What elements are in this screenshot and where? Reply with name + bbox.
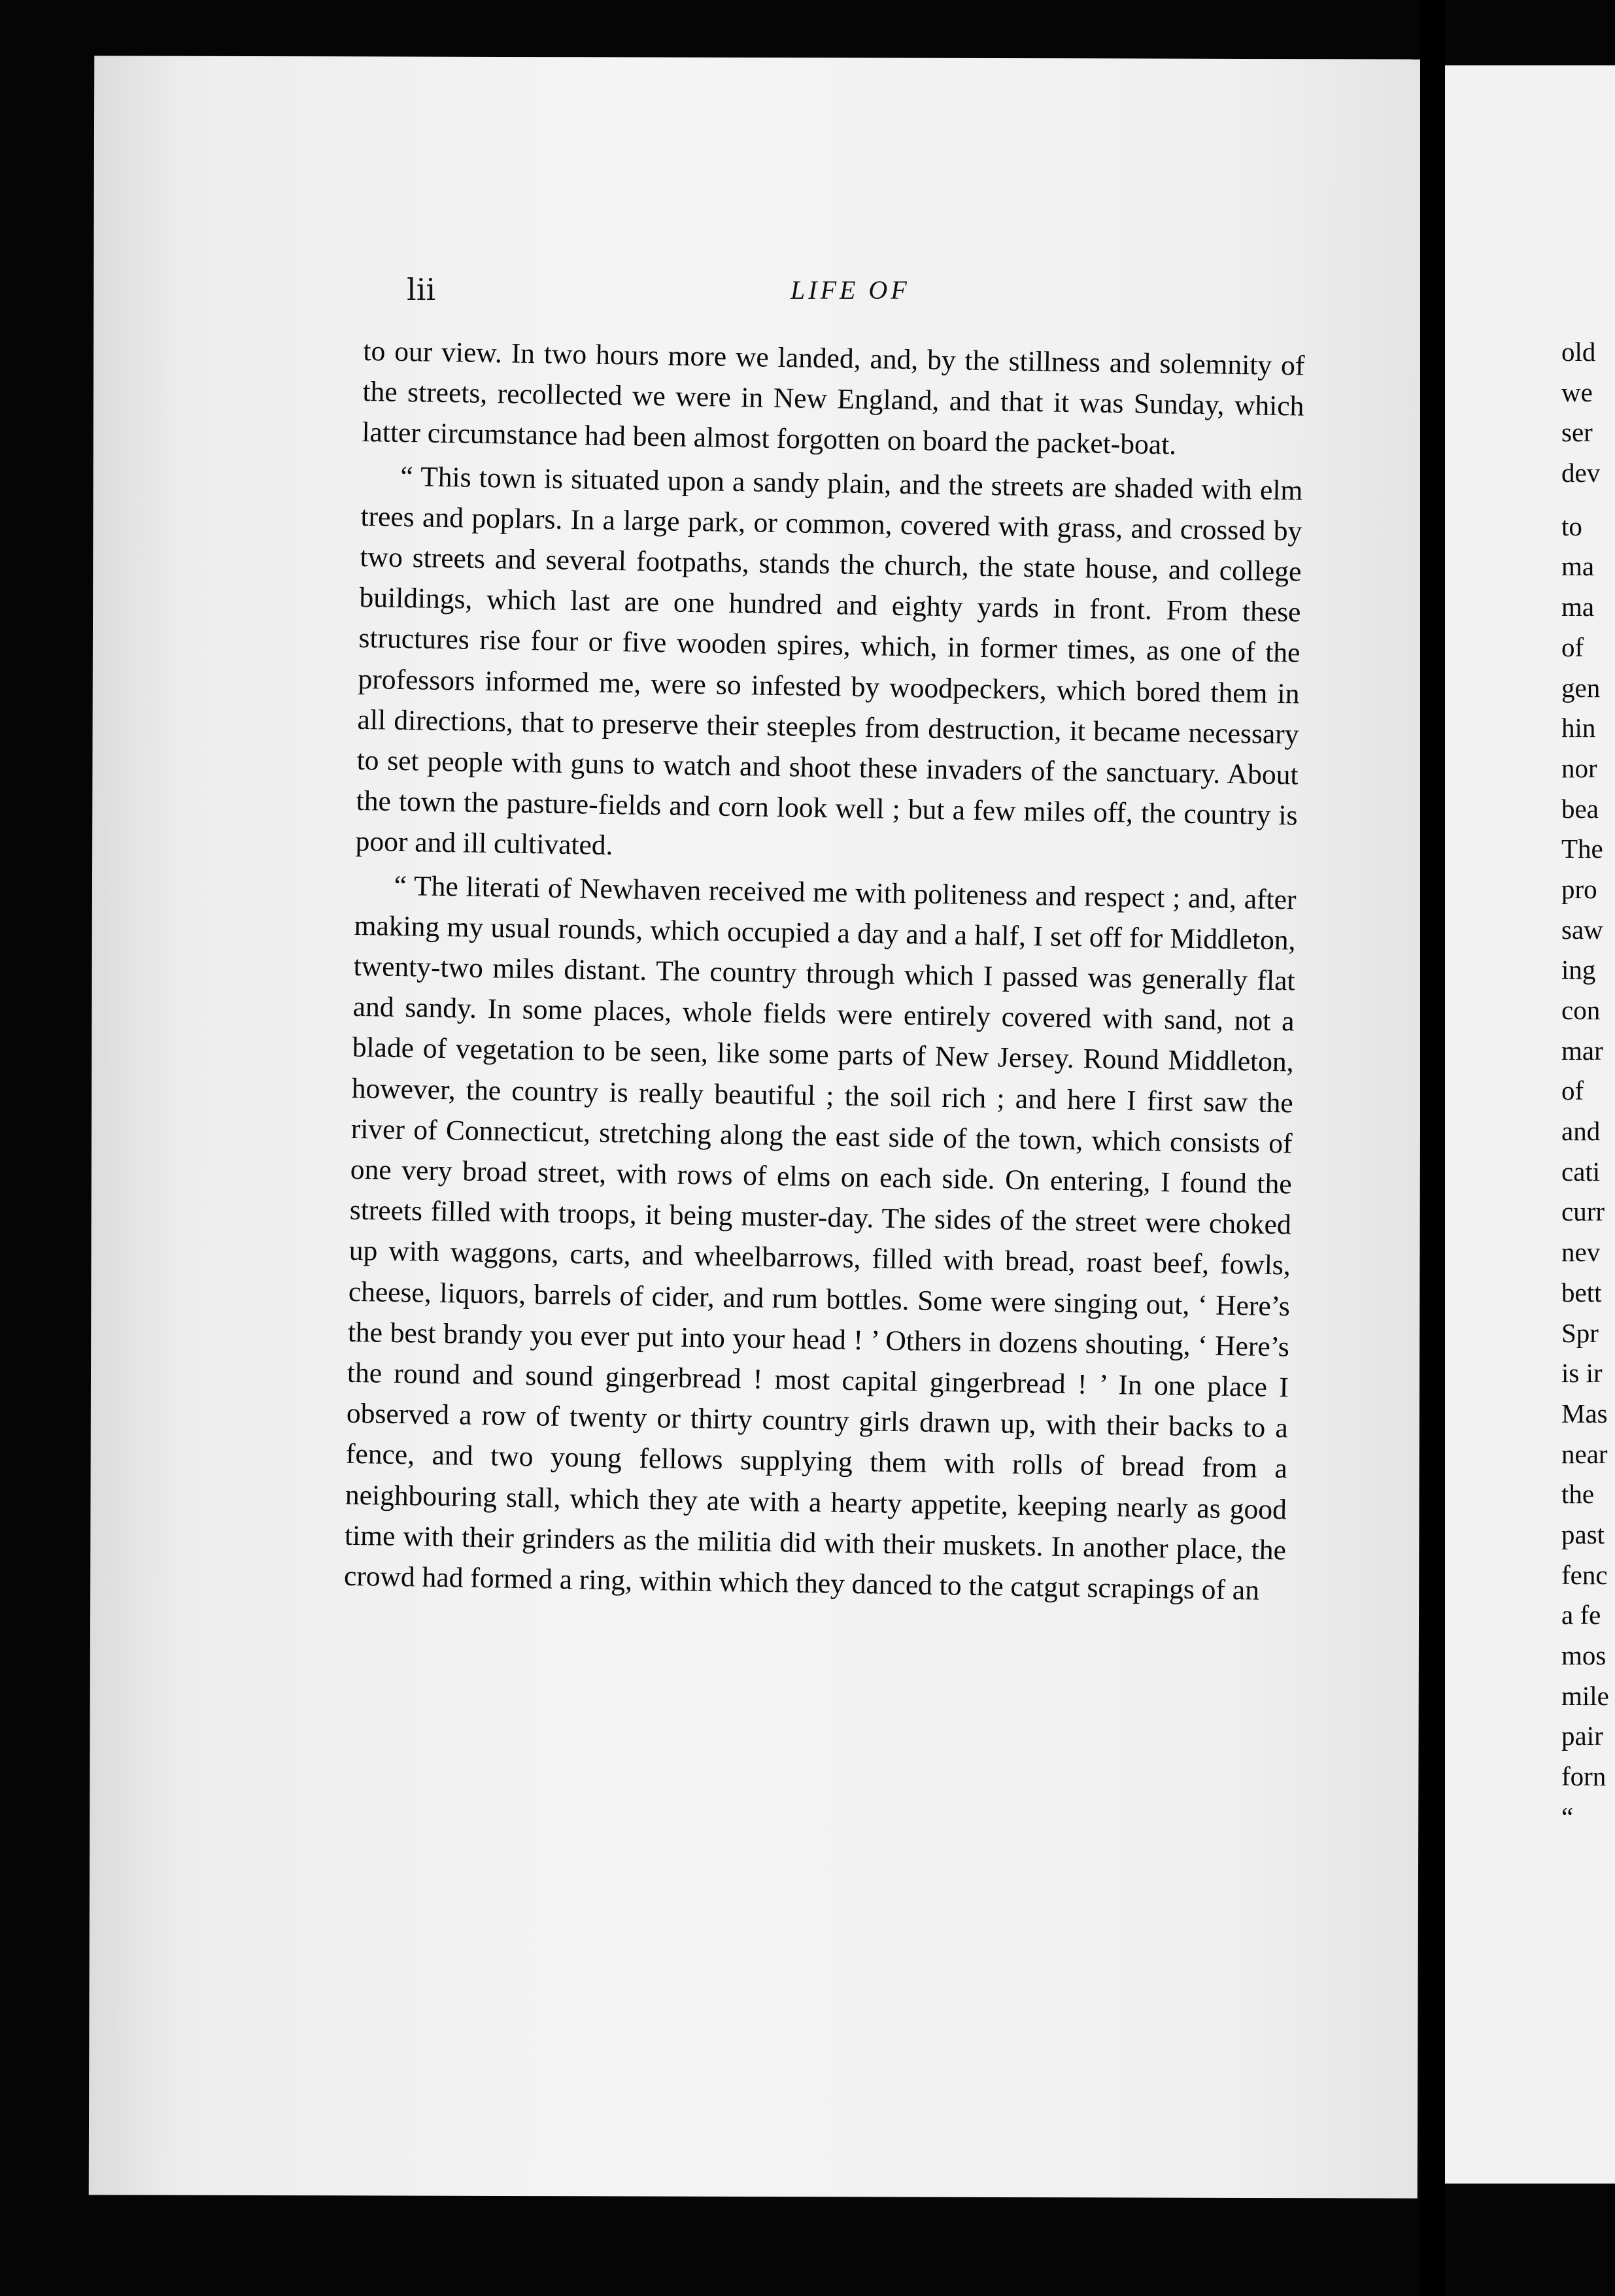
facing-line: mos — [1561, 1640, 1606, 1670]
facing-line: old — [1561, 337, 1596, 367]
facing-line: nev — [1561, 1237, 1601, 1268]
facing-line: ing — [1561, 954, 1596, 985]
facing-line: pair — [1561, 1721, 1603, 1751]
paragraph: “ The literati of Newhaven received me with politeness and respect ; and, after making my usual rounds, which occupied a day and a half, I set off for Middleton, twenty-two miles distant. The country through which I passed was generally flat and sandy. In some places, whole fields were entirely covered with sand, not a blade of vegetation to be seen, like some parts of New Jersey. Round Middleton, however, the country is really beautiful ; the soil rich ; and here I first saw the river of Connecticut, stretching along the east side of the town, which consists of one very broad street, with rows of elms on each side. On entering, I found the streets filled with troops, it being muster-day. The sides of the street were choked up with waggons, carts, and wheelbarrows, filled with bread, roast beef, fowls, cheese, liquors, barrels of cider, and rum bottles. Some were singing out, ‘ Here’s the best brandy you ever put into your head ! ’ Others in dozens shouting, ‘ Here’s the round and sound gingerbread ! most capital gingerbread ! ’ In one place I observed a row of twenty or thirty country girls drawn up, with their backs to a fence, and two young fellows supplying them with rolls of bread from a neighbouring stall, which they ate with a hearty appetite, keeping nearly as good time with their grinders as the militia did with their muskets. In another place, the crowd had formed a ring, within which they danced to the catgut scrapings of an — [343, 869, 1297, 1606]
page-gutter — [1420, 0, 1445, 2296]
facing-line: ma — [1561, 592, 1595, 622]
page-number: lii — [407, 272, 436, 307]
facing-line: The — [1561, 834, 1603, 864]
facing-line: pro — [1561, 873, 1597, 904]
facing-line: a fe — [1561, 1600, 1601, 1630]
facing-line: hin — [1561, 713, 1596, 743]
facing-line: dev — [1561, 458, 1601, 488]
facing-line: ma — [1561, 551, 1595, 582]
facing-line: near — [1561, 1438, 1608, 1469]
facing-line: mar — [1561, 1035, 1603, 1066]
facing-line: mile — [1561, 1680, 1609, 1711]
facing-line: forn — [1561, 1761, 1606, 1792]
paragraph: to our view. In two hours more we landed, and, by the stillness and solemnity of the streets, recollected we were in New England, and that it was Sunday, which latter circumstance had been almost forgotten on board the packet-boat. — [362, 335, 1305, 461]
facing-line: nor — [1561, 752, 1597, 783]
facing-line: past — [1561, 1519, 1605, 1549]
facing-line: ser — [1561, 417, 1593, 448]
body-text — [344, 331, 1305, 1612]
facing-line: Mas — [1561, 1398, 1608, 1428]
facing-line: fenc — [1561, 1559, 1608, 1590]
facing-line: we — [1561, 377, 1593, 407]
facing-line: cati — [1561, 1156, 1601, 1187]
facing-line: saw — [1561, 914, 1603, 945]
facing-line: bett — [1561, 1277, 1602, 1308]
facing-line: “ — [1561, 1801, 1574, 1832]
facing-line: and — [1561, 1116, 1601, 1147]
facing-line: of — [1561, 632, 1584, 662]
paragraph: “ This town is situated upon a sandy plain, and the streets are shaded with elm trees and poplars. In a large park, or common, covered with grass, and crossed by two streets and several footpaths, stands the church, the state house, and college buildings, which last are one hundred and eighty yards in front. From these structures rise four or five wooden spires, which, in former times, as one of the professors informed me, were so infested by woodpeckers, which bored them in all directions, that to preserve their steeples from destruction, it became necessary to set people with guns to watch and shoot these invaders of the sanctuary. About the town the pasture-fields and corn look well ; but a few miles off, the country is poor and ill cultivated. — [355, 460, 1303, 862]
facing-line: con — [1561, 995, 1601, 1025]
running-title: LIFE OF — [790, 275, 910, 305]
facing-line: to — [1561, 511, 1582, 541]
page-header — [407, 272, 1309, 311]
facing-line: Spr — [1561, 1317, 1599, 1348]
facing-line: gen — [1561, 672, 1601, 703]
facing-line: the — [1561, 1479, 1595, 1510]
facing-line: bea — [1561, 793, 1599, 824]
facing-page-text — [1561, 332, 1607, 1837]
facing-line: of — [1561, 1075, 1584, 1106]
facing-line: is ir — [1561, 1358, 1603, 1389]
facing-line: curr — [1561, 1196, 1605, 1227]
